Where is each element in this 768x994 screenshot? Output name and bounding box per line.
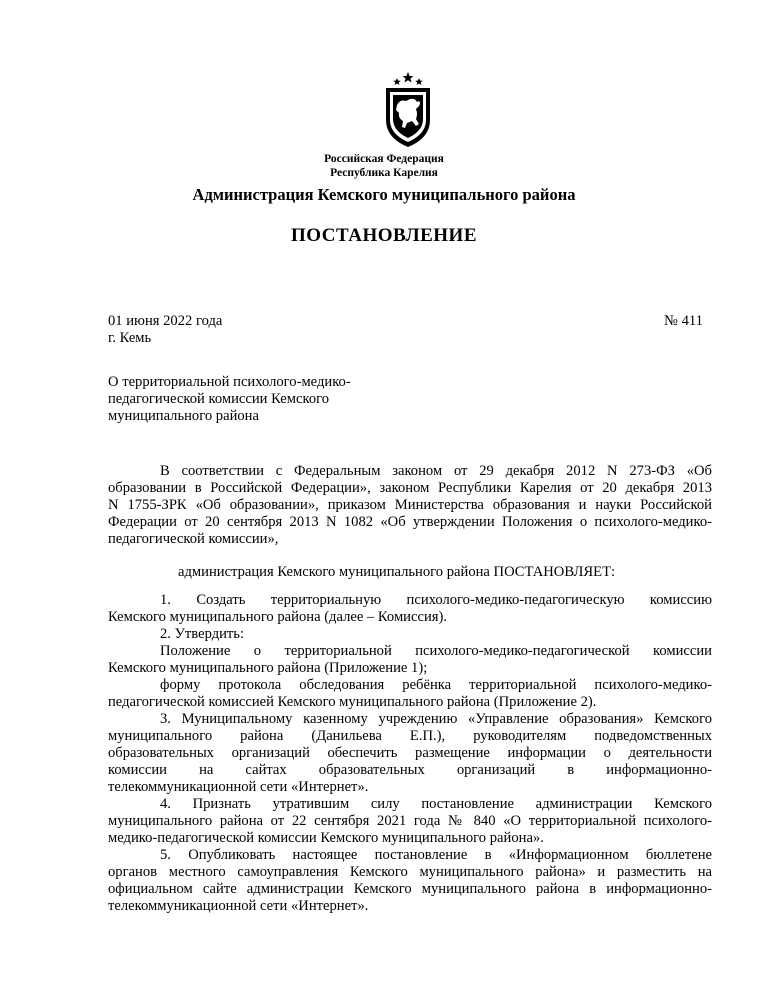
body-line: комиссии на сайтах образовательных организаций в информационно- [108, 762, 712, 778]
body-line: Кемского муниципального района (Приложение 1); [108, 660, 428, 676]
body-line: образовании в Российской Федерации», законом Республики Карелия от 20 декабря 2013 [108, 480, 712, 496]
document-type-title: ПОСТАНОВЛЕНИЕ [290, 225, 478, 246]
subject-line: О территориальной психолого-медико- [108, 374, 351, 390]
body-line: В соответствии с Федеральным законом от 29 декабря 2012 N 273-ФЗ «Об [160, 463, 712, 479]
body-line: официальном сайте администрации Кемского муниципального района в информационно- [108, 881, 712, 897]
body-line: телекоммуникационной сети «Интернет». [108, 898, 369, 914]
federation-label: Российская Федерация [324, 153, 444, 165]
body-line: 2. Утвердить: [160, 626, 245, 642]
body-line: телекоммуникационной сети «Интернет». [108, 779, 369, 795]
body-line: 3. Муниципальному казенному учреждению «Управление образования» Кемского [160, 711, 712, 727]
body-line: 5. Опубликовать настоящее постановление в «Информационном бюллетене [160, 847, 712, 863]
body-line: органов местного самоуправления Кемского муниципального района» и разместить на [108, 864, 712, 880]
body-line: форму протокола обследования ребёнка территориальной психолого-медико- [160, 677, 712, 693]
body-line: муниципального района от 22 сентября 2021 года № 840 «О территориальной психолого- [108, 813, 712, 829]
body-line: N 1755-ЗРК «Об образовании», приказом Министерства образования и науки Российской [108, 497, 712, 513]
body-line: педагогической комиссией Кемского муниципального района (Приложение 2). [108, 694, 597, 710]
body-line: Федерации от 20 сентября 2013 N 1082 «Об утверждении Положения о психолого-медико- [108, 514, 712, 530]
document-date: 01 июня 2022 года [108, 313, 223, 329]
body-line: образовательных организаций обеспечить размещение информации о деятельности [108, 745, 712, 761]
body-line: медико-педагогической комиссии Кемского муниципального района». [108, 830, 544, 846]
administration-title: Администрация Кемского муниципального района [192, 185, 576, 204]
document-place: г. Кемь [108, 330, 152, 346]
body-line: муниципального района (Данильева Е.П.), руководителям подведомственных [108, 728, 712, 744]
body-line: Кемского муниципального района (далее – Комиссия). [108, 609, 447, 625]
karelia-coat-of-arms-icon [383, 72, 433, 148]
body-line: 1. Создать территориальную психолого-медико-педагогическую комиссию [160, 592, 712, 608]
body-line: Положение о территориальной психолого-медико-педагогической комиссии [160, 643, 712, 659]
document-number: № 411 [664, 313, 703, 329]
subject-line: муниципального района [108, 408, 259, 424]
subject-line: педагогической комиссии Кемского [108, 391, 330, 407]
body-line: 4. Признать утратившим силу постановление администрации Кемского [160, 796, 712, 812]
republic-label: Республика Карелия [330, 167, 438, 179]
body-line: педагогической комиссии», [108, 531, 279, 547]
resolution-line: администрация Кемского муниципального района ПОСТАНОВЛЯЕТ: [178, 564, 616, 580]
